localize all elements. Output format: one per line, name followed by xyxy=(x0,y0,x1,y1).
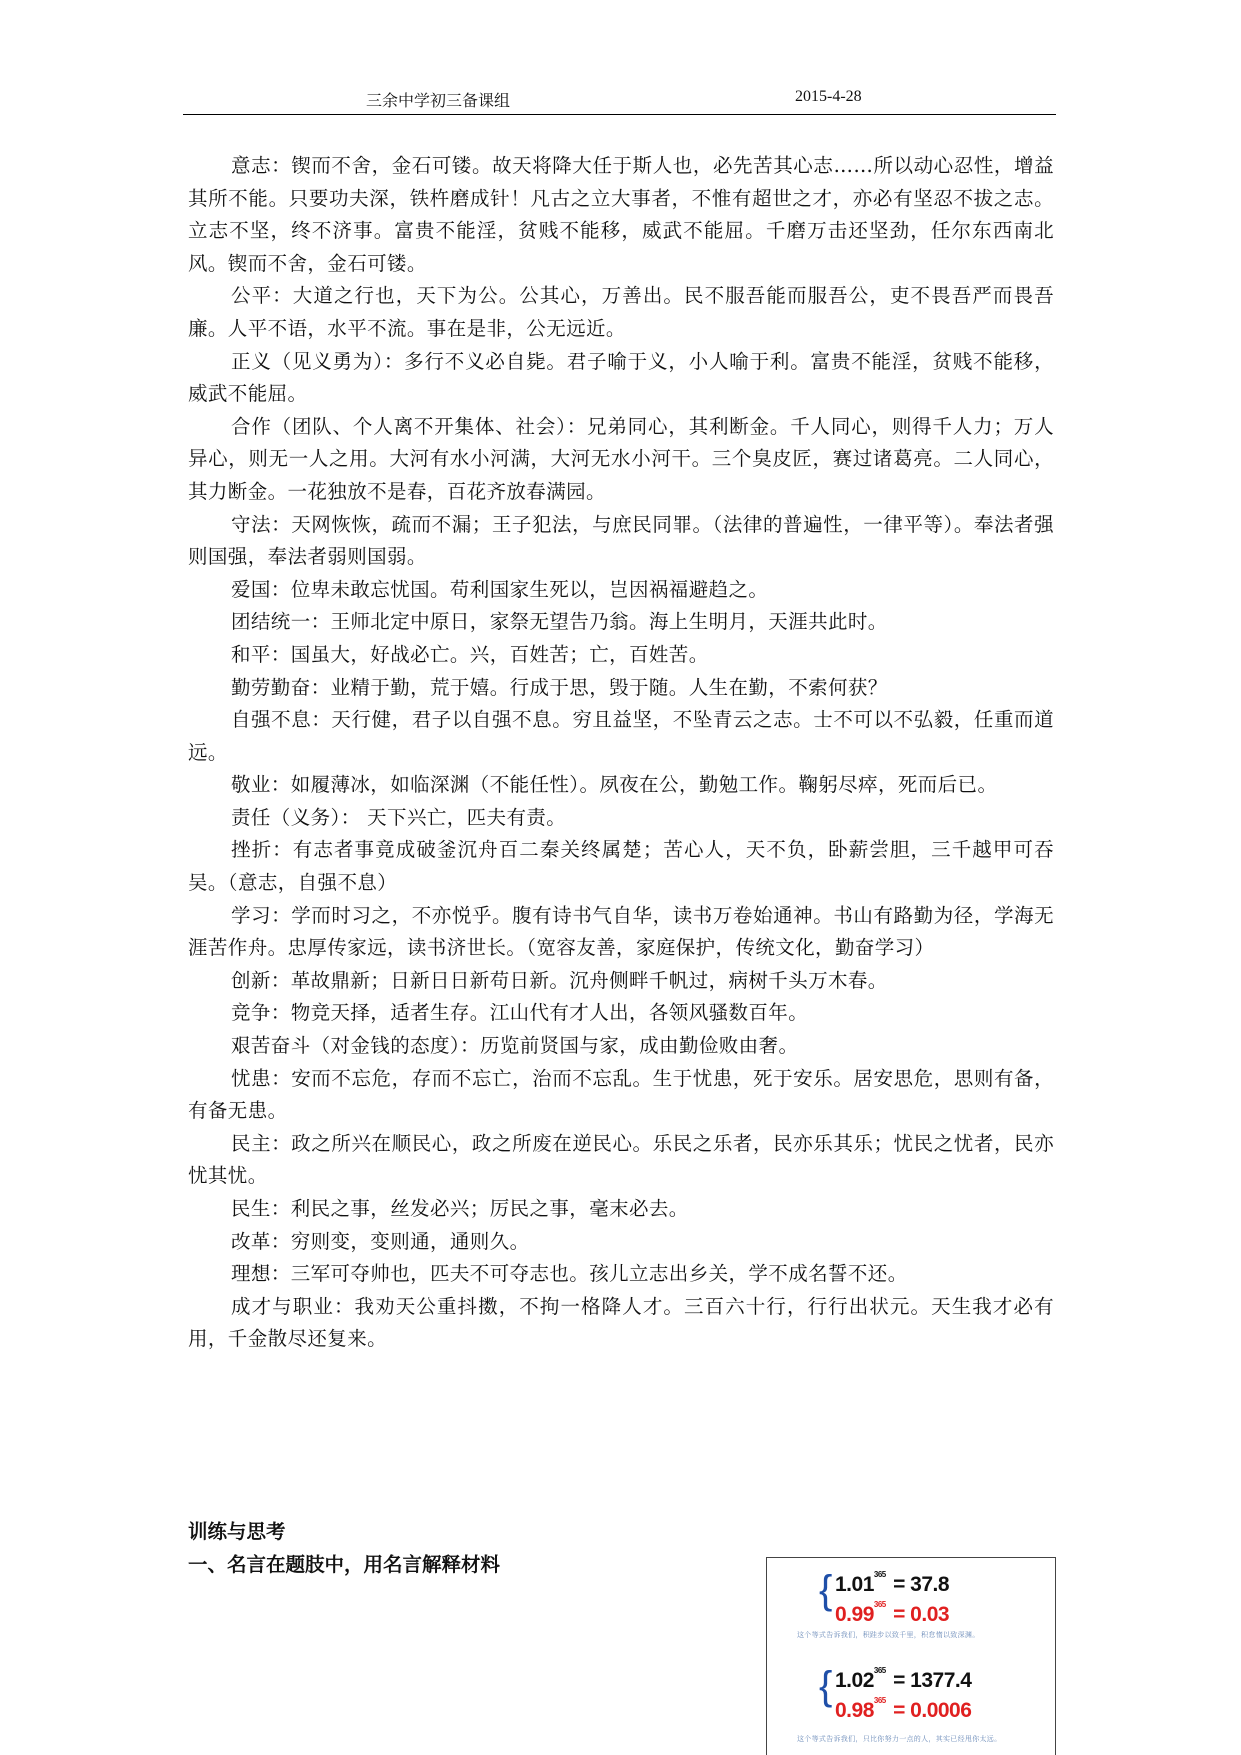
paragraph: 学习：学而时习之，不亦悦乎。腹有诗书气自华，读书万卷始通神。书山有路勤为径，学海无涯苦作舟。忠厚传家远，读书济世长。（宽容友善，家庭保护，传统文化，勤奋学习） xyxy=(188,903,1054,960)
left-brace-icon: { xyxy=(819,1568,833,1612)
equation-1: 1.01$^{365}$ = 37.8 xyxy=(835,1570,950,1596)
paragraph: 成才与职业：我劝天公重抖擞，不拘一格降人才。三百六十行，行行出状元。天生我才必有用，千金散尽还复来。 xyxy=(188,1294,1054,1351)
compound-growth-figure xyxy=(766,1557,1056,1755)
paragraph: 勤劳勤奋：业精于勤，荒于嬉。行成于思，毁于随。人生在勤，不索何获？ xyxy=(231,675,888,699)
paragraph: 责任（义务）： 天下兴亡，匹夫有责。 xyxy=(231,805,567,829)
caption-1: 这个等式告诉我们，积跬步以致千里，积怠惰以致深渊。 xyxy=(797,1631,980,1639)
equation-4: 0.98$^{365}$ = 0.0006 xyxy=(835,1696,972,1722)
paragraph: 理想：三军可夺帅也，匹夫不可夺志也。孩儿立志出乡关，学不成名誓不还。 xyxy=(231,1262,908,1286)
section-title: 训练与思考 xyxy=(188,1520,286,1543)
equation-3: 1.02$^{365}$ = 1377.4 xyxy=(835,1666,972,1692)
paragraph: 挫折：有志者事竟成破釜沉舟百二秦关终属楚；苦心人，天不负，卧薪尝胆，三千越甲可吞吴。（意志，自强不息） xyxy=(188,838,1054,895)
paragraph: 意志：锲而不舍，金石可镂。故天将降大任于斯人也，必先苦其心志……所以动心忍性，增益其所不能。只要功夫深，铁杵磨成针！凡古之立大事者，不惟有超世之才，亦必有坚忍不拔之志。立志不坚，终不济事。富贵不能淫，贫贱不能移，威武不能屈。千磨万击还坚劲，任尔东西南北风。锲而不舍，金石可镂。 xyxy=(188,154,1054,275)
paragraph: 自强不息：天行健，君子以自强不息。穷且益坚，不坠青云之志。士不可以不弘毅，任重而道远。 xyxy=(188,708,1054,764)
section-subtitle: 一、名言在题肢中，用名言解释材料 xyxy=(188,1553,501,1576)
left-brace-icon: { xyxy=(819,1664,833,1708)
page-header xyxy=(183,88,1056,115)
quote-list xyxy=(188,150,1054,1356)
paragraph: 公平：大道之行也，天下为公。公其心，万善出。民不服吾能而服吾公，吏不畏吾严而畏吾廉。人平不语，水平不流。事在是非，公无远近。 xyxy=(188,284,1054,340)
caption-2: 这个等式告诉我们，只比你努力一点的人，其实已经甩你太远。 xyxy=(797,1735,1002,1743)
paragraph: 民生：利民之事，丝发必兴；厉民之事，毫末必去。 xyxy=(231,1197,689,1220)
paragraph: 敬业：如履薄冰，如临深渊（不能任性）。夙夜在公，勤勉工作。鞠躬尽瘁，死而后已。 xyxy=(231,773,998,797)
paragraph: 团结统一：王师北定中原日，家祭无望告乃翁。海上生明月，天涯共此时。 xyxy=(231,610,888,634)
paragraph: 合作（团队、个人离不开集体、社会）：兄弟同心，其利断金。千人同心，则得千人力；万人异心，则无一人之用。大河有水小河满，大河无水小河干。三个臭皮匠，赛过诸葛亮。二人同心，其力断金。一花独放不是春，百花齐放春满园。 xyxy=(188,414,1054,503)
paragraph: 正义（见义勇为）：多行不义必自毙。君子喻于义，小人喻于利。富贵不能淫，贫贱不能移，威武不能屈。 xyxy=(188,349,1054,406)
paragraph: 改革：穷则变，变则通，通则久。 xyxy=(231,1229,530,1253)
equation-2: 0.99$^{365}$ = 0.03 xyxy=(835,1600,950,1626)
paragraph: 爱国：位卑未敢忘忧国。苟利国家生死以，岂因祸福避趋之。 xyxy=(231,577,769,601)
paragraph: 竞争：物竞天择，适者生存。江山代有才人出，各领风骚数百年。 xyxy=(231,1001,809,1025)
paragraph: 忧患：安而不忘危，存而不忘亡，治而不忘乱。生于忧患，死于安乐。居安思危，思则有备，有备无患。 xyxy=(188,1066,1054,1123)
paragraph: 创新：革故鼎新；日新日日新苟日新。沉舟侧畔千帆过，病树千头万木春。 xyxy=(231,968,888,992)
paragraph: 守法：天网恢恢，疏而不漏；王子犯法，与庶民同罪。（法律的普遍性，一律平等）。奉法者强则国强，奉法者弱则国弱。 xyxy=(188,512,1054,569)
header-date: 2015-4-28 xyxy=(795,88,862,105)
paragraph: 艰苦奋斗（对金钱的态度）：历览前贤国与家，成由勤俭败由奢。 xyxy=(231,1034,799,1058)
paragraph: 民主：政之所兴在顺民心，政之所废在逆民心。乐民之乐者，民亦乐其乐；忧民之忧者，民亦忧其忧。 xyxy=(188,1131,1054,1188)
header-left: 三余中学初三备课组 xyxy=(366,91,511,110)
paragraph: 和平：国虽大，好战必亡。兴，百姓苦；亡，百姓苦。 xyxy=(231,642,709,666)
